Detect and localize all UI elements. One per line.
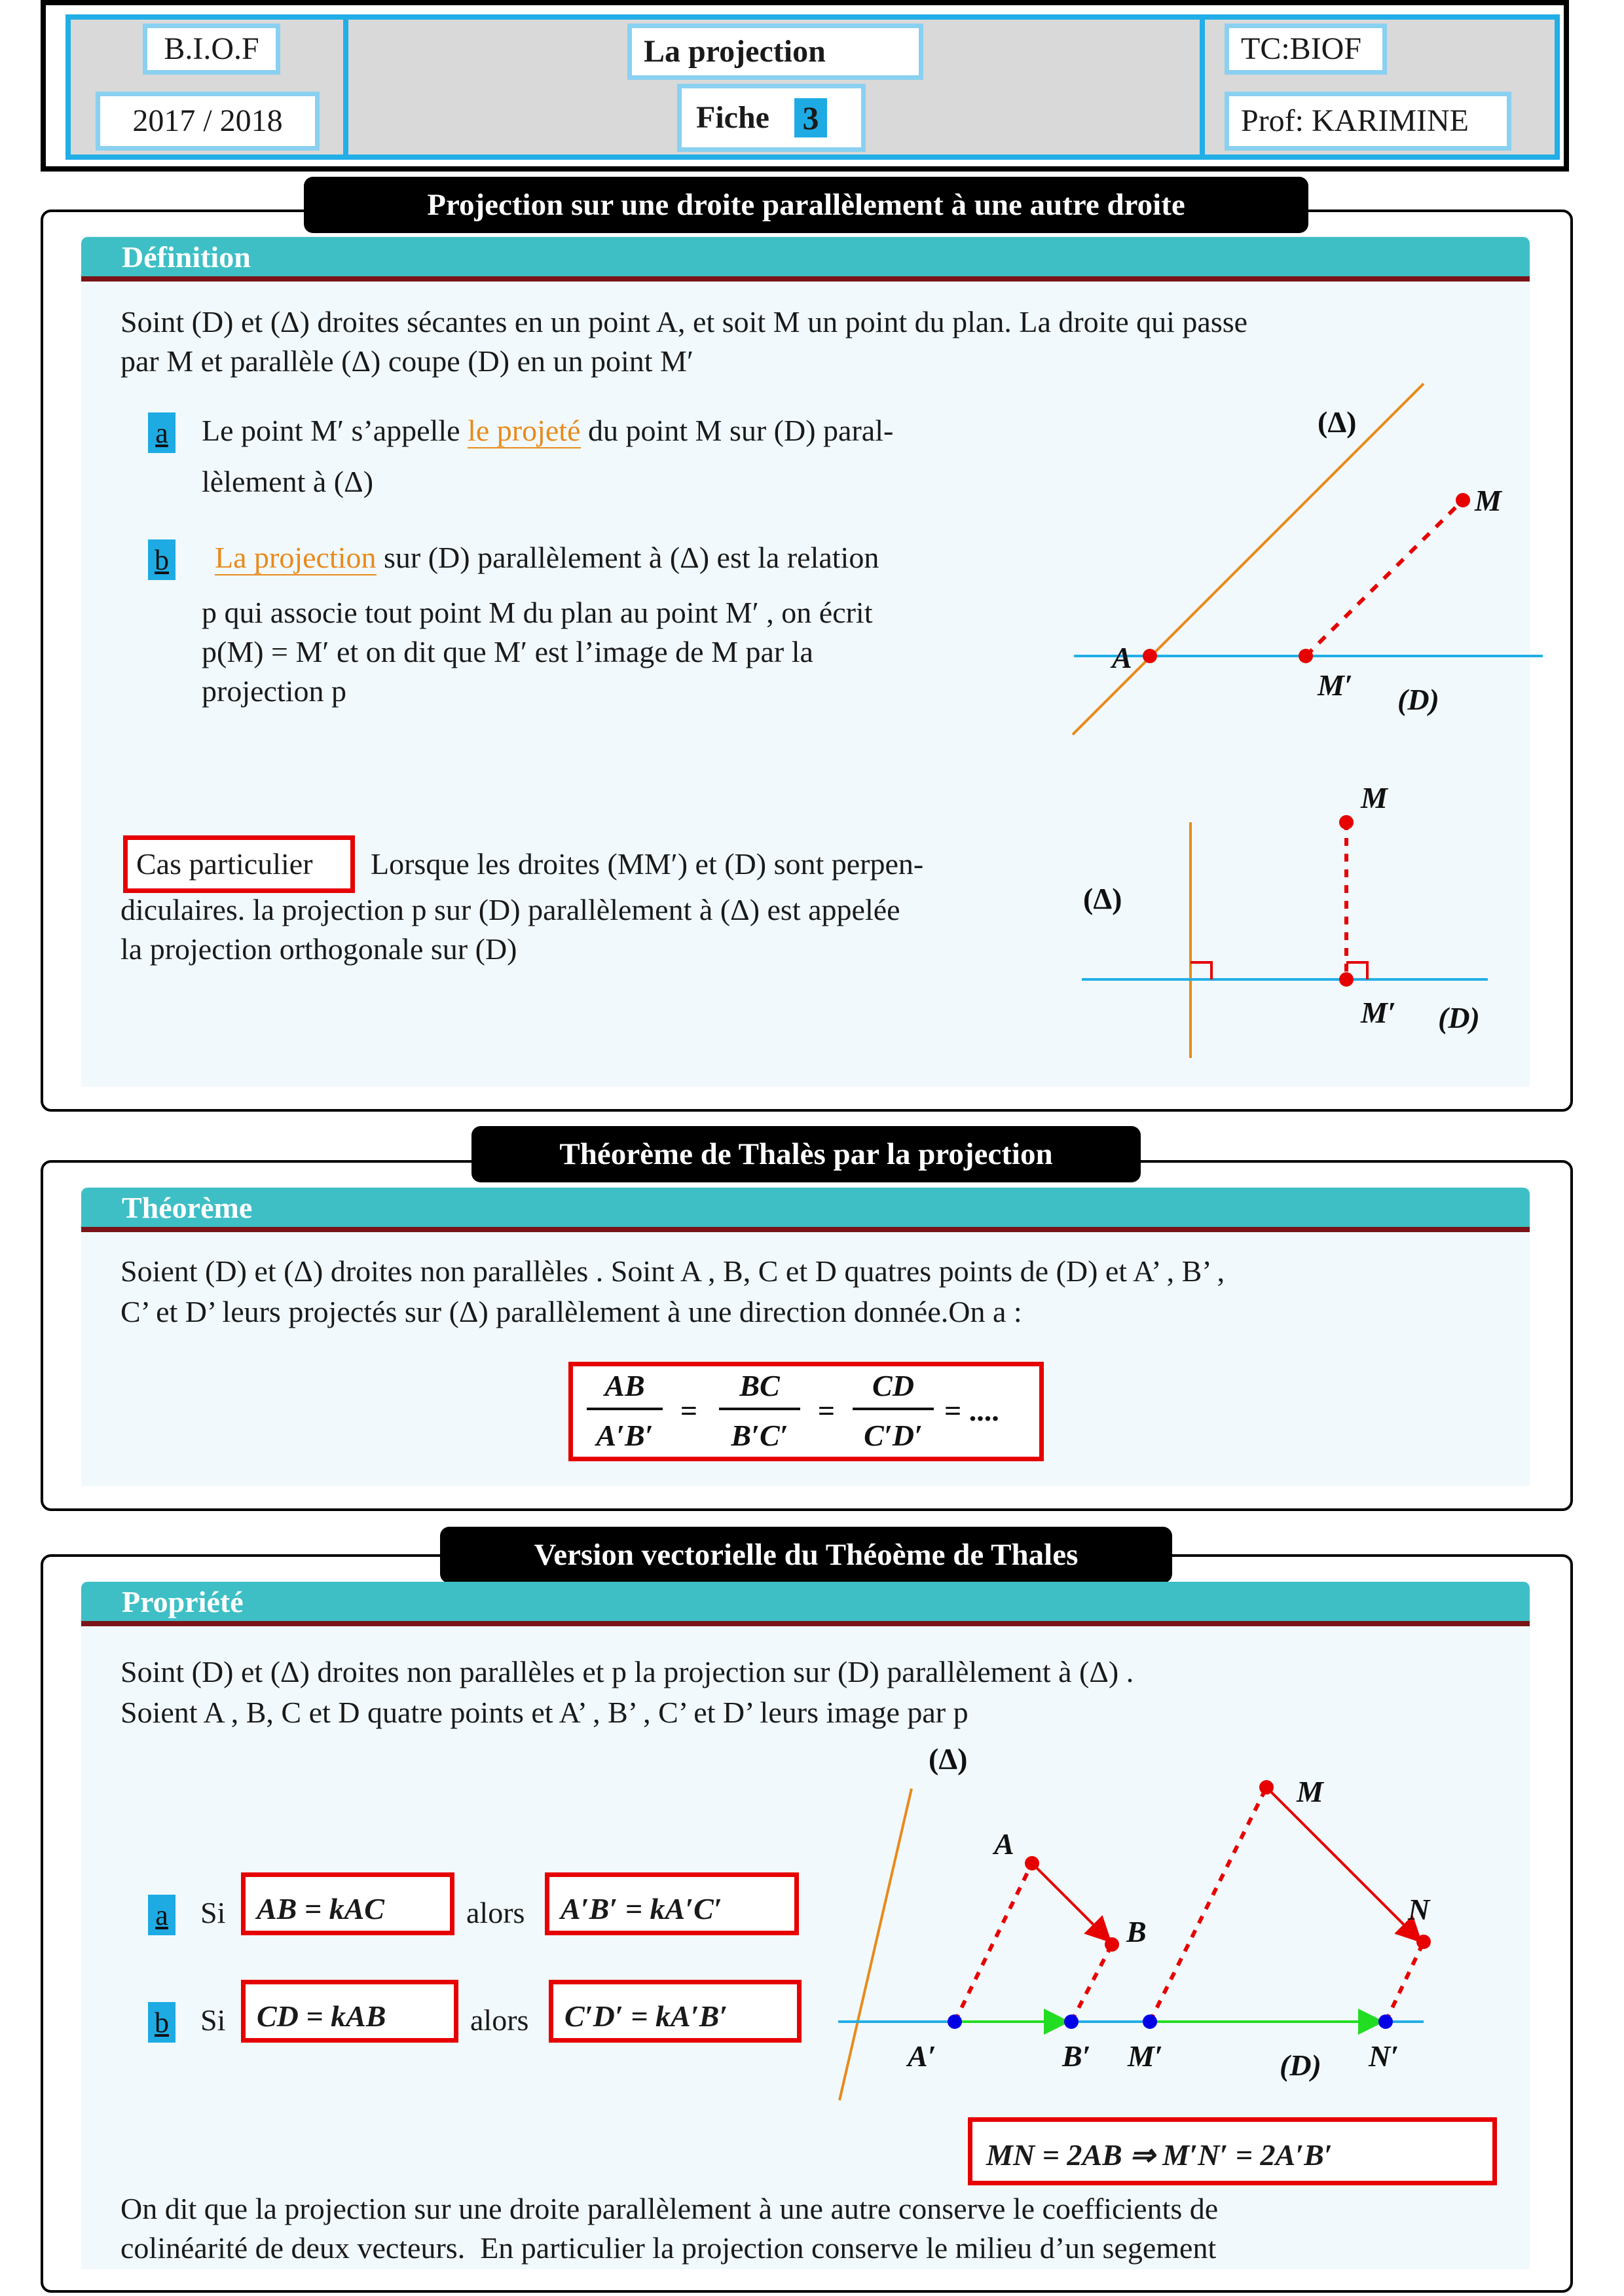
special-case-line2: diculaires. la projection p sur (D) parallèlement à (Δ) est appelée xyxy=(120,893,900,926)
definition-intro-line1: Soint (D) et (Δ) droites sécantes en un point A, et soit M un point du plan. La droite qui passe xyxy=(120,305,1248,338)
vector-formula: MN = 2AB ⇒ M′N′ = 2A′B′ xyxy=(986,2138,1333,2172)
fiche-number: 3 xyxy=(794,98,827,137)
definition-band-label: Définition xyxy=(122,240,251,274)
property-item-a-si: Si xyxy=(200,1896,226,1929)
property-item-b-tag: b xyxy=(148,2002,175,2043)
property-band-label: Propriété xyxy=(122,1584,244,1618)
formula-denominator-2: B′C′ xyxy=(731,1419,788,1452)
dash-n-nprime xyxy=(1386,1942,1424,2022)
item-a-right-formula: A′B′ = kA′C′ xyxy=(561,1892,722,1925)
formula-denominator-3: C′D′ xyxy=(864,1419,923,1452)
definition-intro-line2: par M et parallèle (Δ) coupe (D) en un point M′ xyxy=(120,344,694,378)
vec-point-m-prime xyxy=(1143,2014,1157,2029)
item-b-tag: b xyxy=(148,539,175,580)
item-b-line4: projection p xyxy=(202,674,346,708)
fig1-label-d: (D) xyxy=(1397,683,1439,716)
item-a-highlight: le projeté xyxy=(468,414,581,447)
item-b-right-formula: C′D′ = kA′B′ xyxy=(564,1999,728,2033)
property-item-a-alors: alors xyxy=(466,1896,525,1929)
special-case-label: Cas particulier xyxy=(136,847,313,881)
special-case-line3: la projection orthogonale sur (D) xyxy=(120,932,517,966)
level-label: TC:BIOF xyxy=(1241,31,1362,66)
fig1-label-m: M xyxy=(1475,484,1502,517)
vec-point-b xyxy=(1105,1937,1119,1952)
formula-numerator-1: AB xyxy=(604,1369,645,1402)
dash-m-mprime xyxy=(1150,1787,1266,2022)
item-a-line2: lèlement à (Δ) xyxy=(202,465,374,498)
school-label: B.I.O.F xyxy=(164,31,259,66)
vec-label-delta: (Δ) xyxy=(929,1742,968,1776)
vec-point-a xyxy=(1025,1856,1039,1870)
prof-label: Prof: KARIMINE xyxy=(1241,103,1469,138)
vector-mn xyxy=(1266,1787,1418,1939)
vec-label-m-prime: M′ xyxy=(1128,2039,1163,2073)
vec-label-a-prime: A′ xyxy=(908,2039,936,2073)
conclusion-line2: colinéarité de deux vecteurs. En particulier la projection conserve le milieu d’un segement xyxy=(120,2231,1217,2265)
section-projection-title-text: Projection sur une droite parallèlement à une autre droite xyxy=(427,188,1185,222)
theorem-band-label: Théorème xyxy=(122,1190,253,1224)
vec-label-n-prime: N′ xyxy=(1369,2039,1399,2073)
vec-point-m xyxy=(1259,1780,1274,1795)
formula-tail: = .... xyxy=(944,1394,999,1427)
formula-equals-1: = xyxy=(680,1394,698,1427)
property-line2: Soient A , B, C et D quatre points et A’ , B’ , C’ et D’ leurs image par p xyxy=(120,1696,969,1729)
item-a-left-formula: AB = kAC xyxy=(257,1892,384,1925)
section-thales-title-text: Théorème de Thalès par la projection xyxy=(559,1137,1053,1171)
formula-numerator-3: CD xyxy=(872,1369,914,1402)
vec-point-b-prime xyxy=(1064,2014,1079,2029)
theorem-line2: C’ et D’ leurs projectés sur (Δ) parallèlement à une direction donnée.On a : xyxy=(120,1295,1022,1328)
vec-point-n-prime xyxy=(1378,2014,1393,2029)
item-a-line1-pre: Le point M′ s’appelle xyxy=(202,414,468,447)
property-line1: Soint (D) et (Δ) droites non parallèles et p la projection sur (D) parallèlement à (Δ) . xyxy=(120,1655,1134,1688)
fig2-label-m-prime: M′ xyxy=(1361,996,1396,1029)
item-b-highlight: La projection xyxy=(215,541,377,574)
theorem-line1: Soient (D) et (Δ) droites non parallèles . Soint A , B, C et D quatres points de (D) et A’ , B’ , xyxy=(120,1254,1225,1288)
fiche-label: Fiche xyxy=(696,100,769,135)
fig1-label-m-prime: M′ xyxy=(1318,668,1353,702)
section-vector-title-text: Version vectorielle du Théoème de Thales xyxy=(534,1538,1079,1572)
vec-point-n xyxy=(1416,1935,1431,1949)
conclusion-line1: On dit que la projection sur une droite parallèlement à une autre conserve le coefficients de xyxy=(120,2192,1219,2225)
property-item-b-alors: alors xyxy=(470,2003,529,2037)
vec-label-n: N xyxy=(1408,1893,1430,1926)
item-a-tag: a xyxy=(148,412,175,453)
item-b-line3: p(M) = M′ et on dit que M′ est l’image de M par la xyxy=(202,635,813,668)
special-case-line1: Lorsque les droites (MM′) et (D) sont perpen- xyxy=(371,847,924,881)
dash-b-bprime xyxy=(1071,1944,1112,2022)
vector-ab xyxy=(1032,1863,1108,1939)
formula-numerator-2: BC xyxy=(739,1369,780,1402)
formula-equals-2: = xyxy=(817,1394,836,1427)
vec-label-b: B xyxy=(1126,1915,1147,1948)
fig1-label-delta: (Δ) xyxy=(1318,405,1357,439)
property-item-b-si: Si xyxy=(200,2003,226,2037)
fig2-label-m: M xyxy=(1361,781,1388,814)
item-b-left-formula: CD = kAB xyxy=(257,1999,386,2033)
vec-label-a: A xyxy=(994,1827,1014,1861)
item-b-line1-post: sur (D) parallèlement à (Δ) est la relation xyxy=(376,541,879,574)
formula-denominator-1: A′B′ xyxy=(596,1419,654,1452)
vector-delta-line xyxy=(840,1789,912,2100)
vec-label-d: (D) xyxy=(1280,2049,1321,2082)
dash-a-aprime xyxy=(955,1863,1032,2022)
vec-point-a-prime xyxy=(948,2014,962,2029)
page-title: La projection xyxy=(644,34,826,69)
item-a-line1-post: du point M sur (D) paral- xyxy=(580,414,894,447)
fig1-label-a: A xyxy=(1112,641,1132,674)
year-label: 2017 / 2018 xyxy=(132,103,283,138)
fig2-label-d: (D) xyxy=(1438,1001,1480,1034)
property-item-a-tag: a xyxy=(148,1895,175,1935)
vec-label-m: M xyxy=(1297,1775,1323,1808)
fig2-label-delta: (Δ) xyxy=(1083,882,1122,915)
vec-label-b-prime: B′ xyxy=(1062,2039,1091,2073)
item-b-line2: p qui associe tout point M du plan au point M′ , on écrit xyxy=(202,596,873,629)
